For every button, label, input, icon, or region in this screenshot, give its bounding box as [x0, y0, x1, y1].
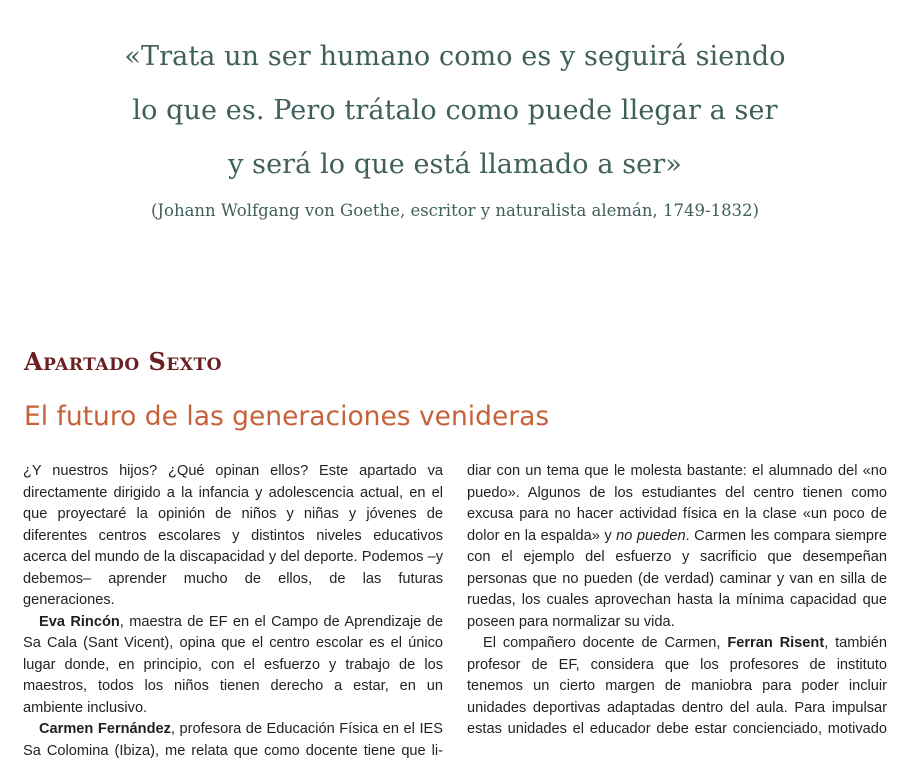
paragraph-text: , también profesor de EF, considera que los profesores de instituto tenemos un cierto margen de maniobra para poder incluir unidades deportivas adaptadas dentro del aula. Para impulsar estas unidades el educador debe estar concienciado, motivado [467, 635, 888, 737]
paragraph-text: ¿Y nuestros hijos? ¿Qué opinan ellos? Este apartado va directamente dirigido a la infancia y adolescencia actual, en el que proyectaré la opinión de niños y niñas y jóvenes de diferentes centros escolares y distintos niveles educativos acerca del mundo de la discapacidad y del deporte. Podemos –y debemos– aprender mucho de ellos, de las futuras generaciones. [23, 463, 443, 608]
person-name: Eva Rincón [39, 613, 120, 630]
paragraph-text: . Carmen les compara siempre con el ejemplo del esfuerzo y sacrificio que desempeñan personas que no pueden (de verdad) caminar y van en silla de ruedas, los cuales aprovechan hasta la mínima capacidad que poseen para normalizar su vida. [467, 527, 887, 630]
paragraph-text: , maestra de EF en el Campo de Aprendizaje de Sa Cala (Sant Vicent), opina que el centro escolar es el único lugar donde, en principio, con el esfuerzo y trabajo de los maestros, todos los niños tienen derecho a estar, en un ambiente inclusivo. [23, 613, 443, 716]
paragraph-text: El compañero docente de Carmen, [483, 635, 728, 651]
person-name: Carmen Fernández [39, 721, 171, 737]
body-column-right [467, 461, 887, 741]
epigraph-attribution: (Johann Wolfgang von Goethe, escritor y naturalista alemán, 1749-1832) [150, 201, 759, 220]
person-name: Ferran Risent [727, 635, 825, 651]
body-column-left [23, 461, 443, 762]
epigraph-quote-line: y será lo que está llamado a ser» [228, 149, 682, 180]
epigraph [30, 30, 880, 222]
epigraph-quote-line: lo que es. Pero trátalo como puede llegar a ser [132, 95, 778, 126]
paragraph [467, 461, 887, 633]
paragraph-text: , profesora de Educación Física en el IES Sa Colomina (Ibiza), me relata que como docente tiene que li- [23, 721, 443, 759]
emphasis: no pueden [616, 527, 686, 544]
paragraph [23, 719, 443, 762]
section-title: El futuro de las generaciones venideras [24, 401, 550, 432]
epigraph-quote-line: «Trata un ser humano como es y seguirá siendo [124, 41, 786, 72]
paragraph [23, 461, 443, 612]
paragraph [467, 633, 887, 741]
section-label: Apartado Sexto [24, 347, 222, 376]
paragraph-text: diar con un tema que le molesta bastante: el alumnado del «no puedo». Algunos de los estudiantes del centro tienen como excusa para no hacer actividad física en la clase «un poco de dolor en la espalda» y [467, 463, 887, 544]
paragraph [23, 612, 443, 720]
